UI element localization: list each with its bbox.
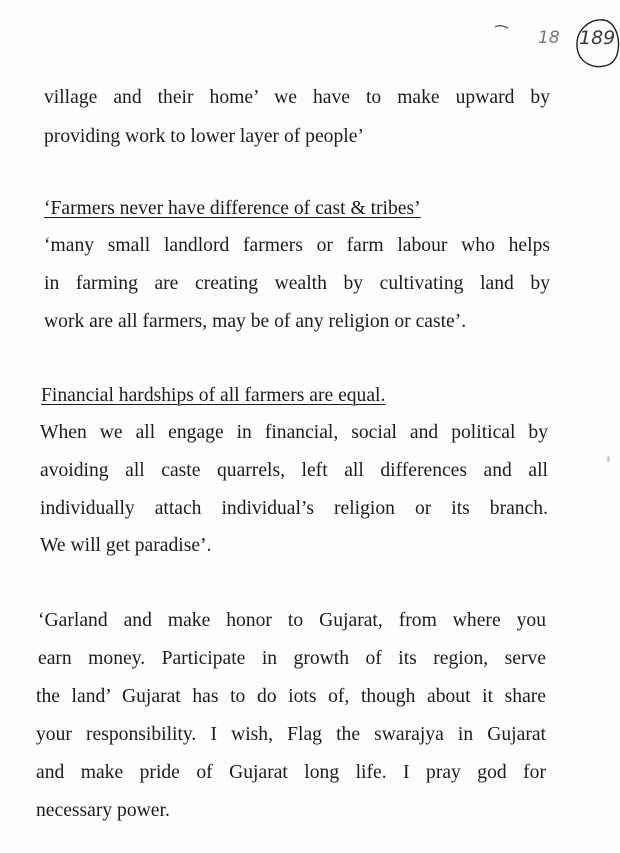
text-line-1: village and their home’ we have to make upward by [44, 87, 550, 108]
heading-financial-hardships: Financial hardships of all farmers are equal. [41, 385, 386, 406]
text-line-13: your responsibility. I wish, Flag the swarajya in Gujarat [36, 724, 546, 745]
current-page-number: 189 [579, 27, 616, 49]
heading-farmers-no-difference: ‘Farmers never have difference of cast & tribes’ [44, 198, 421, 219]
text-line-14: and make pride of Gujarat long life. I pray god for [36, 762, 546, 783]
text-line-11: earn money. Participate in growth of its region, serve [38, 648, 546, 669]
old-page-number: 18 [538, 28, 560, 48]
text-line-7: avoiding all caste quarrels, left all differences and all [40, 460, 548, 481]
text-line-15: necessary power. [36, 800, 170, 821]
text-line-12: the land’ Gujarat has to do iots of, though about it share [36, 686, 546, 707]
text-line-2: providing work to lower layer of people’ [44, 126, 364, 147]
text-line-5: work are all farmers, may be of any religion or caste’. [44, 311, 467, 332]
page-number-mark [486, 10, 620, 80]
text-line-9: We will get paradise’. [40, 535, 212, 556]
scan-speck [607, 456, 610, 462]
text-line-8: individually attach individual’s religion or its branch. [40, 498, 548, 519]
text-line-6: When we all engage in financial, social and political by [40, 422, 548, 443]
text-line-3: ‘many small landlord farmers or farm labour who helps [44, 235, 550, 256]
text-line-10: ‘Garland and make honor to Gujarat, from where you [38, 610, 546, 631]
text-line-4: in farming are creating wealth by cultivating land by [44, 273, 550, 294]
